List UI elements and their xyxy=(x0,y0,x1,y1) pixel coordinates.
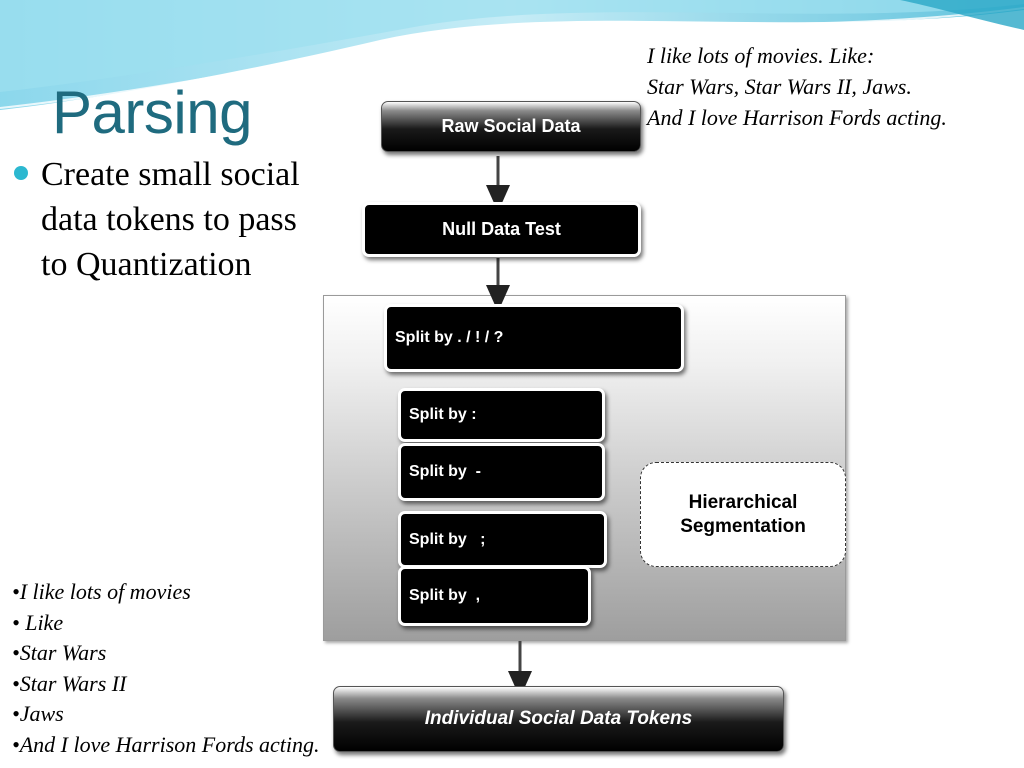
split-box xyxy=(398,566,591,626)
bullet-dot-icon xyxy=(14,166,28,180)
split-box xyxy=(398,511,607,568)
token-item: •Star Wars xyxy=(12,640,107,666)
hierarchical-segmentation-label: Hierarchical Segmentation xyxy=(680,491,806,537)
example-line: I like lots of movies. Like: xyxy=(647,43,875,68)
main-bullet-text: Create small social data tokens to pass to Quantization xyxy=(41,156,300,283)
token-item: •Jaws xyxy=(12,701,64,727)
hierarchical-segmentation-label-box xyxy=(640,462,846,567)
token-item: • Like xyxy=(12,609,64,635)
split-label: Split by - xyxy=(409,463,481,480)
raw-social-data-label: Raw Social Data xyxy=(441,116,581,136)
raw-social-data-box xyxy=(381,101,641,152)
split-label: Split by , xyxy=(409,587,481,604)
example-input-text xyxy=(647,40,947,133)
token-item: •I like lots of movies xyxy=(12,579,191,604)
token-item: •And I love Harrison Fords acting. xyxy=(12,731,320,757)
split-box xyxy=(384,304,684,372)
null-data-test-label: Null Data Test xyxy=(442,219,561,239)
token-item: •Star Wars II xyxy=(12,670,127,696)
example-line: Star Wars, Star Wars II, Jaws. xyxy=(647,74,912,99)
split-box xyxy=(398,443,605,501)
main-bullet xyxy=(14,152,314,287)
split-label: Split by ; xyxy=(409,530,486,548)
individual-tokens-box xyxy=(333,686,784,752)
null-data-test-box xyxy=(362,202,641,257)
example-line: And I love Harrison Fords acting. xyxy=(647,105,947,130)
split-label: Split by . / ! / ? xyxy=(395,329,504,346)
individual-tokens-label: Individual Social Data Tokens xyxy=(424,708,693,729)
split-box xyxy=(398,388,605,442)
slide-title: Parsing xyxy=(52,79,252,146)
tokens-example-list xyxy=(12,577,320,761)
split-label: Split by : xyxy=(409,406,477,423)
